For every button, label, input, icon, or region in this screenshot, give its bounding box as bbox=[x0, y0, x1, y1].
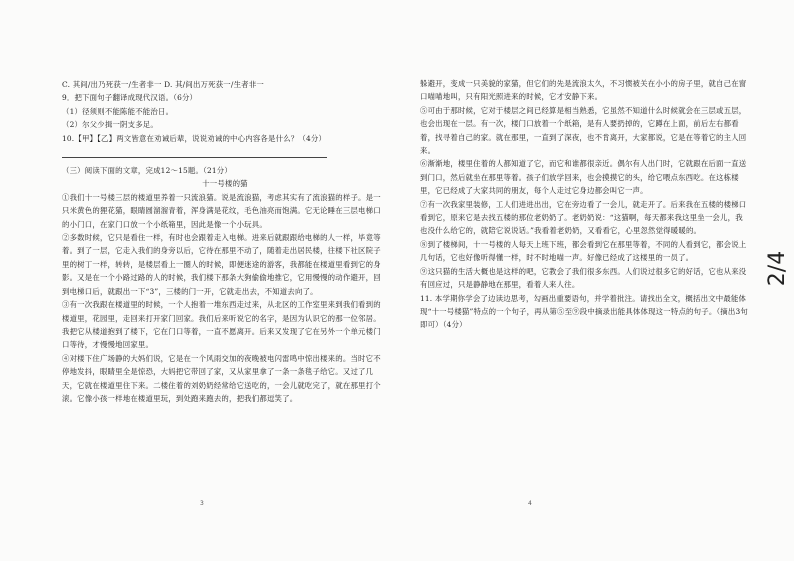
answer-line bbox=[62, 147, 327, 158]
section-heading: （三）阅读下面的文章，完成12～15题。（21分） bbox=[62, 166, 232, 176]
story-title: 十一号楼的猫 bbox=[202, 179, 248, 189]
page-number-right: 4 bbox=[528, 500, 532, 507]
paragraph-8: ⑧到了楼梯间，十一号楼的人每天上班下班，都会看到它在那里等着，不同的人看到它，都会说上几句话，它也好像听得懂一样，时不时地喵一声。好像已经成了这楼里的一员了。 bbox=[420, 239, 747, 263]
sheet-page-label: 2/4 bbox=[765, 250, 791, 287]
paragraph-9: ⑨这只猫的生活大概也是这样的吧，它教会了我们很多东西。人们说过很多它的好话，它也从来没有回应过，只是静静地在那里，看着人来人往。 bbox=[420, 266, 747, 290]
q8-options: C. 其间/出乃死获一/生者非一 D. 其/间出万死获一/生者非一 bbox=[62, 80, 264, 89]
right-column bbox=[420, 77, 748, 332]
paragraph-2: ②多数时候，它只是看住一样，有时也会跟着走入电梯。进来后就跟跟给电梯的人一样，毕竟等着。到了一层，它走入我们的身旁以后，它待在那里不动了，随着走出居民楼，往楼下社区院子里的树丁一样，转转，是楼层看上一圈人的时候，即便迷途的游客，我都能在楼道里看到它的身影。又是在一个小路过路的人的时候，我们楼下那条大狗偷偷地推它，它用慢慢的动作避开，回到电梯口后，就跟出一下“3”，三楼的门一开，它就走出去，不知道去向了。 bbox=[62, 233, 381, 296]
paragraph-3: ③有一次我跟在楼道里的时候，一个人抱着一堆东西走过来，从北区的工作室里来到我们看到的楼道里，花园里，走回来打开家门回家。我们后来听说它的名字，是因为认识它的那一位邻居。我把它从楼道抱到了楼下，它在门口等着，一直不愿离开。后来又发现了它在另外一个单元楼门口等待，才慢慢地回家里。 bbox=[62, 300, 381, 350]
paragraph-6: ⑥渐渐地，楼里住着的人都知道了它，而它和谁都很亲近。偶尔有人出门时，它就跟在后面一直送到门口，然后就坐在那里等着。孩子们放学回来，也会摸摸它的头，给它喂点东西吃。在这栋楼里，它已经成了大家共同的朋友，每个人走过它身边都会叫它一声。 bbox=[420, 159, 747, 196]
q9-item-2: （2）尔父少揖一阴支多足。 bbox=[62, 120, 158, 130]
story-body-right bbox=[420, 77, 748, 292]
paragraph-5: ⑤可由于那时候，它对于楼层之间已经算是相当熟悉，它虽然不知道什么时候就会在三层或五层，也会出现在一层。有一次，楼门口放着一个纸箱，是有人要扔掉的，它蹲在上面，前后左右都看着，找寻着自己的家。就在那里，一直到了深夜，也不肯离开，大家都说，它是在等着它的主人回来。 bbox=[420, 105, 747, 156]
story-body-left bbox=[62, 191, 388, 406]
paragraph-1: ①我们十一号楼三层的楼道里养着一只流浪猫。说是流浪猫，考虑其实有了流浪猫的样子。是一只米黄色的狸花猫，眼睛圆溜溜青着，浑身满是花纹，毛色油亮而饱满。它无论睡在三层电梯口的小门口，在家门口放一个小纸箱里，因此是像一个小玩具。 bbox=[62, 192, 381, 229]
q11-stem: 11. 本学期你学会了边读边思考，勾画出重要语句，并学着批注。请找出全文，概括出文中最能体现“十一号楼猫”特点的一个句子，再从第⑤至⑨段中摘录出能具体体现这一特点的句子。（摘出3句即可）（4分） bbox=[420, 293, 748, 330]
page-number-left: 3 bbox=[200, 500, 204, 507]
q9-item-1: （1）径须则不能陈能不能治日。 bbox=[62, 106, 174, 116]
paragraph-continued: 躲避开，变成一只美貌的家猫，但它们的先是流浪太久，不习惯被关在小小的房子里，就自己在窗口喵喵地叫，只有阳光照进来的时候，它才安静下来。 bbox=[420, 79, 747, 102]
left-column bbox=[62, 78, 388, 405]
paragraph-7: ⑦有一次我家里装修，工人们进进出出，它在旁边看了一会儿，就走开了。后来我在五楼的楼梯口看到它，原来它是去找五楼的那位老奶奶了。老奶奶说：“这猫啊，每天都来我这里坐一会儿，我也没什么给它的，就陪它说说话。”我看着老奶奶，又看看它，心里忽然觉得暖暖的。 bbox=[420, 199, 747, 236]
q10-stem: 10.【甲】【乙】两文皆意在劝诫后辈，说说劝诫的中心内容各是什么？（4分） bbox=[62, 133, 327, 143]
q9-stem: 9．把下面句子翻译成现代汉语。（6分） bbox=[62, 93, 198, 103]
paragraph-4: ④对楼下住广场静的大妈们说，它是在一个风雨交加的夜晚被电闪雷鸣中惊出楼来的。当时它不停地发抖，眼睛里全是惊恐，大妈把它带回了家，又从家里拿了一条一条毯子给它。又过了几天，它就在楼道里住下来。二楼住着的刘奶奶经常给它送吃的，一会儿就吃完了，就在那里打个滚。它像小孩一样地在楼道里玩，到处跑来跑去的，把我们都逗笑了。 bbox=[62, 353, 381, 403]
